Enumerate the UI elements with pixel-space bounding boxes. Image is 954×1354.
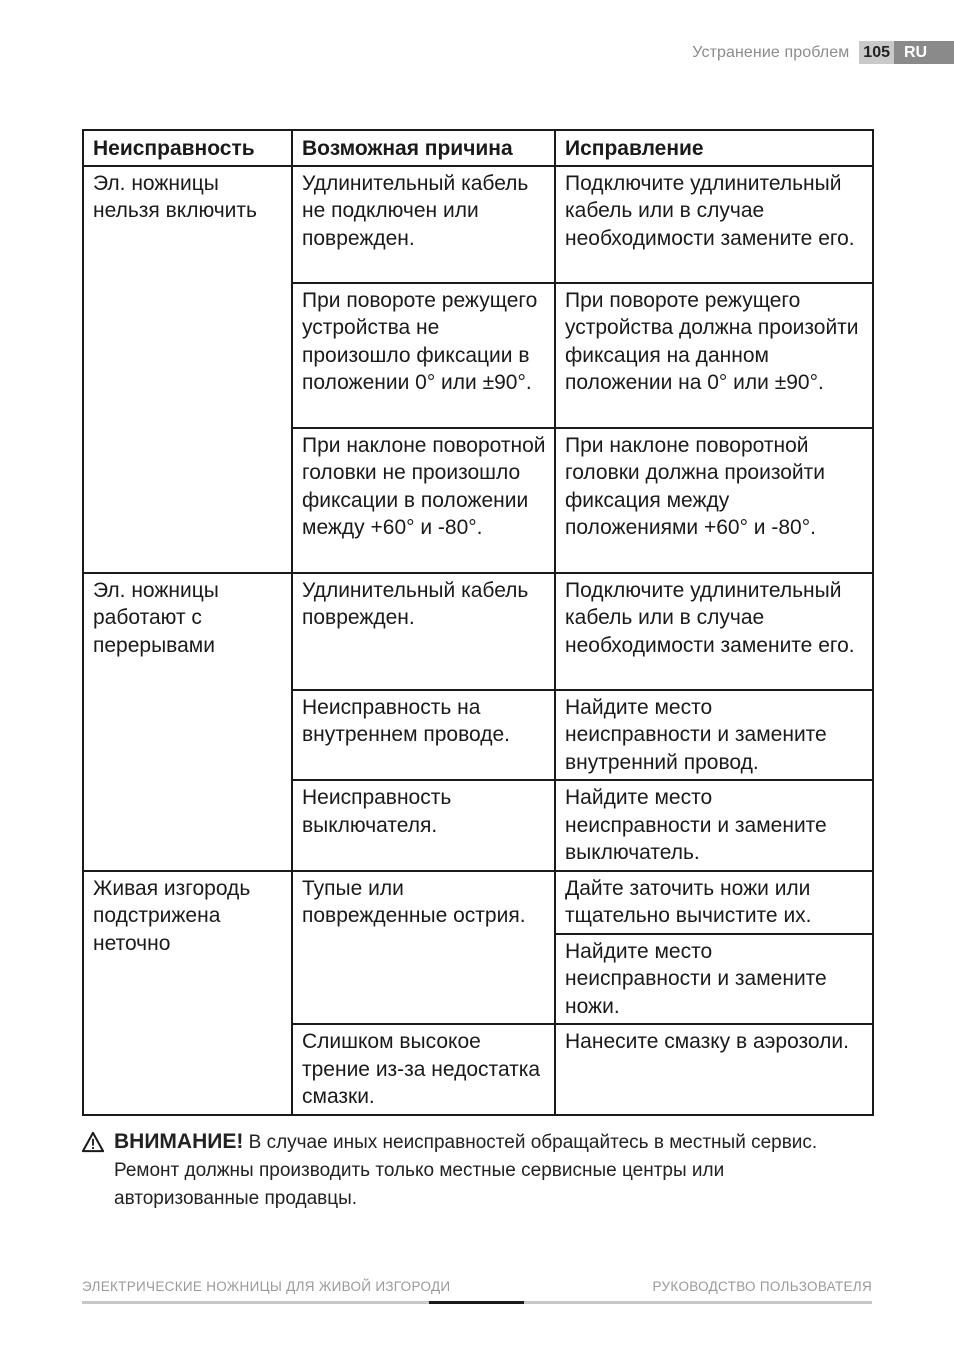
table-row (83, 166, 873, 283)
footer-manual: РУКОВОДСТВО ПОЛЬЗОВАТЕЛЯ (652, 1279, 872, 1294)
header-cause: Возможная причина (292, 130, 555, 166)
cause-cell: Неисправность выключателя. (292, 780, 555, 871)
fix-cell: Найдите место неисправности и замените внутренний провод. (555, 690, 873, 781)
footer-rule-accent (429, 1301, 524, 1304)
fix-cell: При наклоне поворотной головки должна произойти фиксация между положениями +60° и -80°. (555, 428, 873, 573)
fault-cell: Эл. ножницы работают с перерывами (83, 573, 292, 871)
fix-cell: Найдите место неисправности и замените ножи. (555, 934, 873, 1025)
fix-cell: Нанесите смазку в аэрозоли. (555, 1024, 873, 1115)
cause-cell: Удлинительный кабель не подключен или поврежден. (292, 166, 555, 283)
table-row (83, 573, 873, 690)
footer-rule (524, 1301, 872, 1304)
fault-cell: Эл. ножницы нельзя включить (83, 166, 292, 573)
fix-cell: Подключите удлинительный кабель или в случае необходимости замените его. (555, 573, 873, 690)
cause-cell: При наклоне поворотной головки не произошло фиксации в положении между +60° и -80°. (292, 428, 555, 573)
warning-body: В случае иных неисправностей обращайтесь в местный сервис. Ремонт должны производить только местные сервисные центры или авторизованные продавцы. (114, 1132, 818, 1209)
warning-triangle-icon (82, 1131, 104, 1153)
cause-cell: Тупые или поврежденные острия. (292, 871, 555, 1025)
warning-title: ВНИМАНИЕ! (114, 1130, 244, 1153)
fix-cell: Дайте заточить ножи или тщательно вычистите их. (555, 871, 873, 934)
cause-cell: При повороте режущего устройства не произошло фиксации в положении 0° или ±90°. (292, 283, 555, 428)
section-title: Устранение проблем (692, 43, 850, 61)
warning-text (114, 1128, 872, 1213)
fix-cell: При повороте режущего устройства должна произойти фиксация на данном положении на 0° или ±90°. (555, 283, 873, 428)
cause-cell: Удлинительный кабель поврежден. (292, 573, 555, 690)
header-fix: Исправление (555, 130, 873, 166)
table-row (83, 871, 873, 934)
fault-cell: Живая изгородь подстрижена неточно (83, 871, 292, 1115)
page-footer (82, 1279, 872, 1309)
warning-note (82, 1128, 872, 1213)
header-fault: Неисправность (83, 130, 292, 166)
troubleshooting-table (82, 129, 874, 1116)
page-number: 105 (859, 41, 894, 64)
fix-cell: Подключите удлинительный кабель или в случае необходимости замените его. (555, 166, 873, 283)
footer-product: ЭЛЕКТРИЧЕСКИЕ НОЖНИЦЫ ДЛЯ ЖИВОЙ ИЗГОРОДИ (82, 1279, 451, 1294)
cause-cell: Неисправность на внутреннем проводе. (292, 690, 555, 781)
footer-rule (82, 1301, 429, 1304)
language-badge: RU (894, 41, 954, 64)
fix-cell: Найдите место неисправности и замените выключатель. (555, 780, 873, 871)
page-header (692, 41, 954, 64)
cause-cell: Слишком высокое трение из-за недостатка смазки. (292, 1024, 555, 1115)
table-header-row (83, 130, 873, 166)
